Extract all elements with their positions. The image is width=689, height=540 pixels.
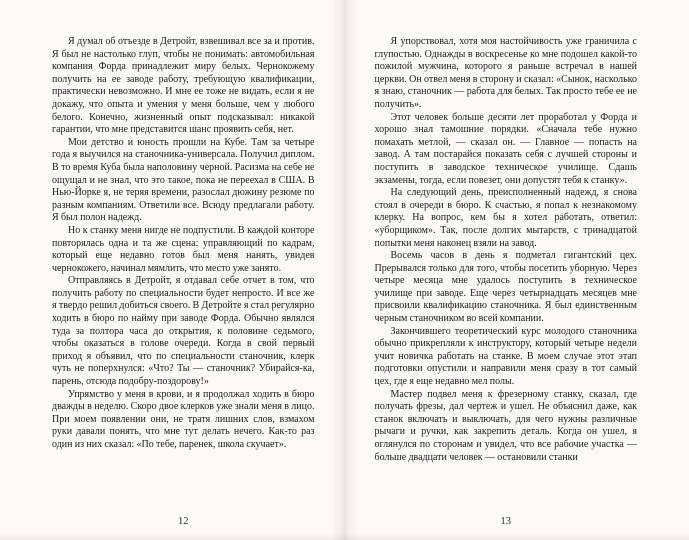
paragraph: Мои детство и юность прошли на Кубе. Там за четыре года я выучился на станочника-универсала. Получил диплом. В то время Куба была наполовину черной. Расизма на себе не ощущал и не знал, что это такое, пока не переехал в США. В Нью-Йорке я, не теряя времени, разослал дюжину резюме по разным компаниям. Ответили все. Всюду предлагали работу. Я был полон надежд. bbox=[52, 136, 315, 224]
paragraph: Закончившего теоретический курс молодого станочника обычно прикрепляли к инструктору, который четыре недели учит новичка работать на станке. В моем случае этот этап подготовки опустили и направили меня сразу в тот самый цех, где я еще недавно мел полы. bbox=[374, 325, 637, 388]
page-number-right: 13 bbox=[500, 516, 511, 527]
paragraph: Упрямство у меня в крови, и я продолжал ходить в бюро дважды в неделю. Скоро двое клерков уже знали меня в лицо. При моем появлении они, не тратя лишних слов, взмахом руки давали понять, что мне тут делать нечего. Как-то раз один из них сказал: «По тебе, паренек, школа скучает». bbox=[52, 388, 315, 450]
paragraph: Мастер подвел меня к фрезерному станку, сказал, где получать фрезы, дал чертеж и ушел. Не объяснил даже, как станок включать и выключать, для чего нужны различные рычаги и ручки, как закрепить деталь. Когда он ушел, я оглянулся по сторонам и увидел, что все рабочие участка — больше двадцати человек — остановили станки bbox=[374, 388, 637, 463]
paragraph: Но к станку меня нигде не подпустили. В каждой конторе повторялась одна и та же сцена: управляющий по кадрам, который еще недавно готов был меня нанять, увидев чернокожего, начинал мямлить, что место уже занято. bbox=[52, 224, 315, 274]
page-number-left: 12 bbox=[178, 516, 189, 527]
paragraph: Я упорствовал, хотя моя настойчивость уже граничила с глупостью. Однажды в воскресенье ко мне подошел какой-то пожилой мужчина, которого я раньше встречал в нашей церкви. Он отвел меня в сторону и сказал: «Сынок, насколько я знаю, станочник — работа для белых. Так просто тебе ее не получить». bbox=[374, 36, 637, 110]
right-page bbox=[345, 0, 689, 540]
paragraph: На следующий день, преисполненный надежд, я снова стоял в очереди в бюро. К счастью, я попал к незнакомому клерку. На вопрос, кем бы я хотел работать, ответил: «уборщиком». Так, после долгих мытарств, с тринадцатой попытки меня наконец взяли на завод. bbox=[374, 187, 637, 249]
paragraph: Этот человек больше десяти лет проработал у Форда и хорошо знал тамошние порядки. «Сначала тебе нужно помахать метлой, — сказал он. — Главное — попасть на завод. А там постарайся показать себя с лучшей стороны и поступить в заводское техническое училище. Сдашь экзамены, тогда, если повезет, они допустят тебя к станку». bbox=[374, 111, 637, 186]
paragraph: Отправляясь в Детройт, я отдавал себе отчет в том, что получить работу по специальности будет непросто. И все же я твердо решил добиться своего. В Детройте я стал регулярно ходить в бюро по найму при заводе Форда. Обычно являлся туда за полтора часа до открытия, к половине седьмого, чтобы оказаться в голове очереди. Когда в свой первый приход я объявил, что по специальности станочник, клерк чуть не поперхнулся: «Что? Ты — станочник? Убирайся-ка, парень, отсюда подобру-поздорову!» bbox=[52, 275, 315, 388]
paragraph: Восемь часов в день я подметал гигантский цех. Прерывался только для того, чтобы посетить уборную. Через четыре месяца мне удалось поступить в техническое училище при заводе. Еще через четырнадцать месяцев мне присвоили квалификацию станочника. Я был единственным черным станочником во всей компании. bbox=[374, 250, 637, 325]
paragraph: Я думал об отъезде в Детройт, взвешивал все за и против. Я был не настолько глуп, чтобы не понимать: автомобильная компания Форда принадлежит миру белых. Чернокожему получить на ее заводе работу, требующую квалификации, практически невозможно. И мне ее тоже не видать, если я не докажу, что опыта и умения у меня больше, чем у любого белого. Конечно, жизненный опыт подсказывал: никакой гарантии, что мне представится шанс проявить себя, нет. bbox=[52, 36, 315, 136]
